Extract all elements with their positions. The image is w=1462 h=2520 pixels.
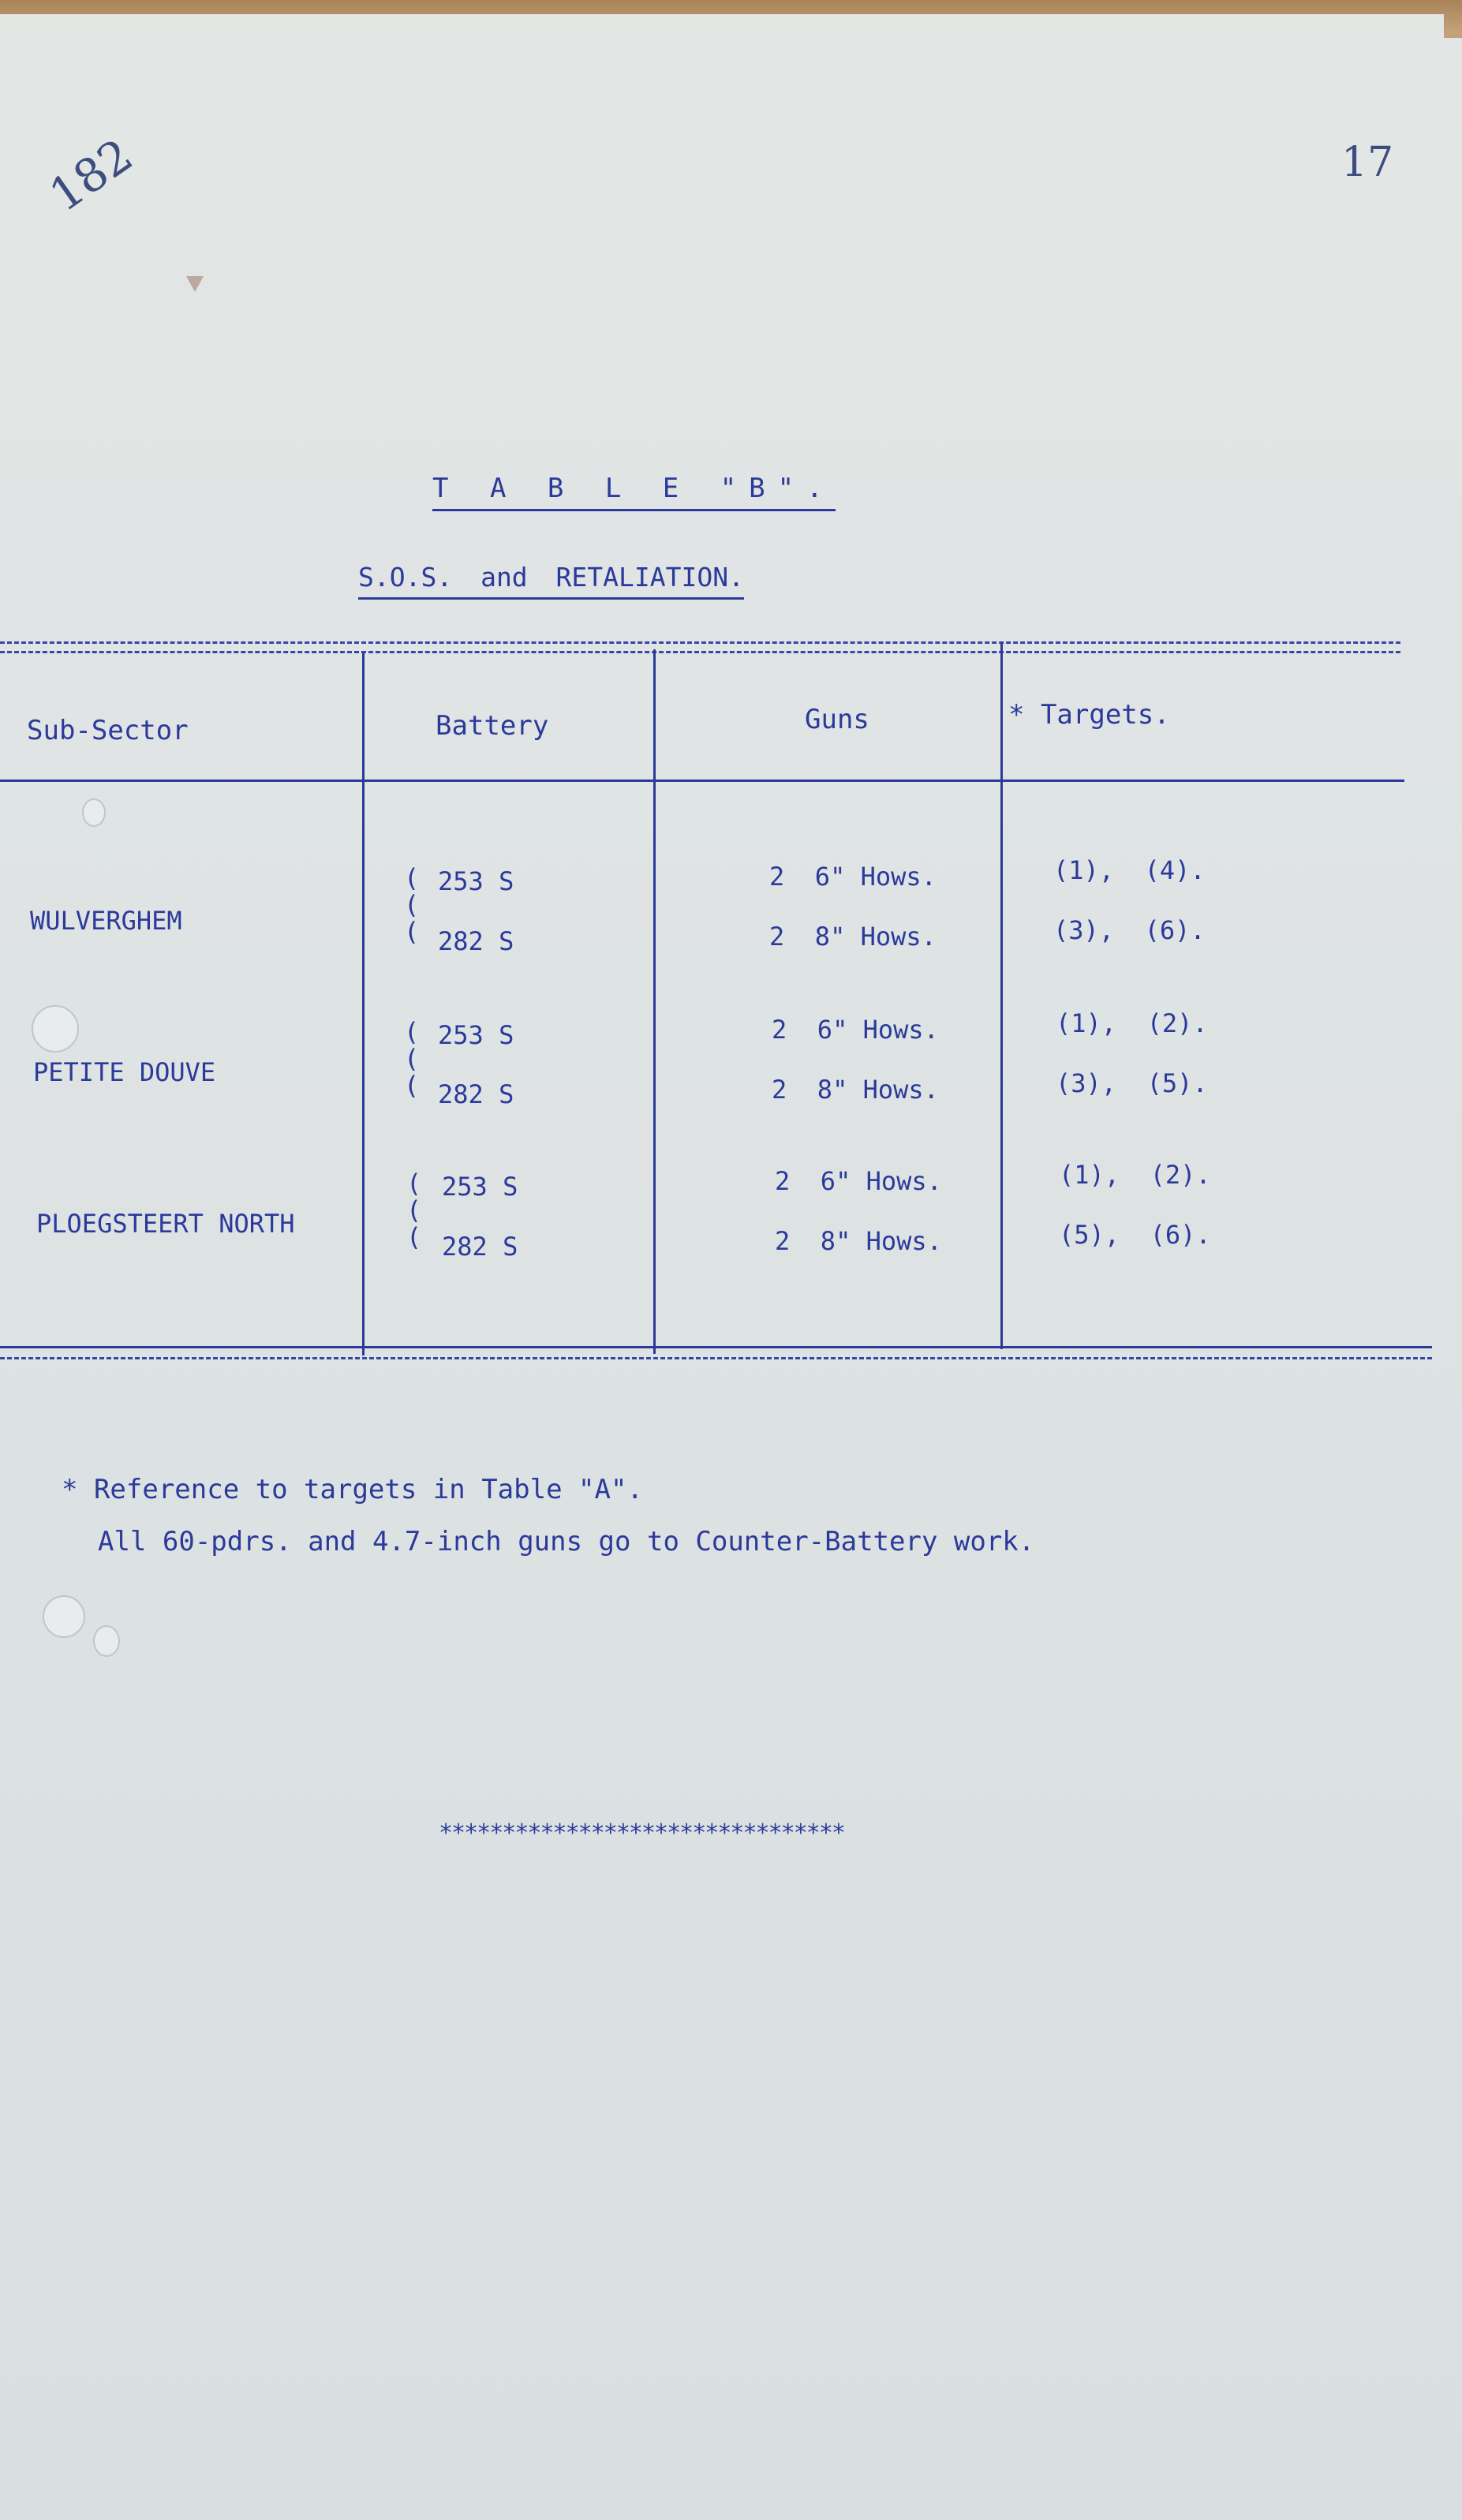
targets-cell: (3), (5). [1056, 1068, 1208, 1098]
header-battery: Battery [436, 710, 549, 742]
column-divider [653, 649, 656, 1354]
handwritten-folio-number: 182 [39, 128, 143, 222]
guns-cell: 2 6" Hows. [775, 1166, 942, 1196]
guns-cell: 2 6" Hows. [769, 862, 937, 892]
sub-sector-cell: WULVERGHEM [30, 906, 182, 936]
table-top-rule-2 [0, 651, 1400, 653]
footnote-guns: All 60-pdrs. and 4.7-inch guns go to Counter-Battery work. [98, 1526, 1035, 1557]
document-subtitle: S.O.S. and RETALIATION. [358, 562, 744, 600]
column-divider [362, 653, 365, 1355]
header-guns: Guns [805, 704, 869, 735]
battery-cell: 282 S [442, 1232, 518, 1262]
header-rule [0, 780, 1404, 782]
brace: ( ( ( [404, 1017, 420, 1101]
page-number: 17 [1341, 139, 1394, 186]
sub-sector-cell: PETITE DOUVE [33, 1057, 216, 1087]
guns-cell: 2 8" Hows. [769, 922, 937, 952]
targets-cell: (1), (4). [1053, 855, 1206, 885]
battery-cell: 282 S [438, 1079, 514, 1109]
battery-cell: 253 S [438, 866, 514, 896]
targets-cell: (5), (6). [1059, 1220, 1211, 1250]
header-sub-sector: Sub-Sector [27, 715, 189, 746]
footnote-targets: * Reference to targets in Table "A". [62, 1474, 643, 1505]
table-bottom-rule-2 [0, 1357, 1432, 1359]
document-page [0, 38, 1462, 2520]
guns-cell: 2 8" Hows. [772, 1075, 939, 1105]
brace: ( ( ( [404, 863, 420, 947]
end-divider: ******************************** [439, 1819, 844, 1847]
punch-hole [82, 798, 106, 827]
pin-mark [186, 276, 204, 292]
punch-hole [93, 1625, 120, 1657]
battery-cell: 282 S [438, 926, 514, 956]
battery-cell: 253 S [438, 1020, 514, 1050]
column-divider [1000, 641, 1003, 1349]
table-top-rule [0, 641, 1400, 644]
brace: ( ( ( [406, 1168, 422, 1252]
punch-hole [43, 1595, 85, 1638]
header-targets: * Targets. [1008, 699, 1170, 731]
guns-cell: 2 6" Hows. [772, 1015, 939, 1045]
sub-sector-cell: PLOEGSTEERT NORTH [36, 1209, 295, 1239]
targets-cell: (3), (6). [1053, 915, 1206, 945]
battery-cell: 253 S [442, 1172, 518, 1202]
guns-cell: 2 8" Hows. [775, 1226, 942, 1256]
targets-cell: (1), (2). [1056, 1008, 1208, 1038]
targets-cell: (1), (2). [1059, 1160, 1211, 1190]
table-bottom-rule [0, 1346, 1432, 1348]
punch-hole [32, 1005, 79, 1052]
document-title: T A B L E "B". [432, 473, 836, 511]
